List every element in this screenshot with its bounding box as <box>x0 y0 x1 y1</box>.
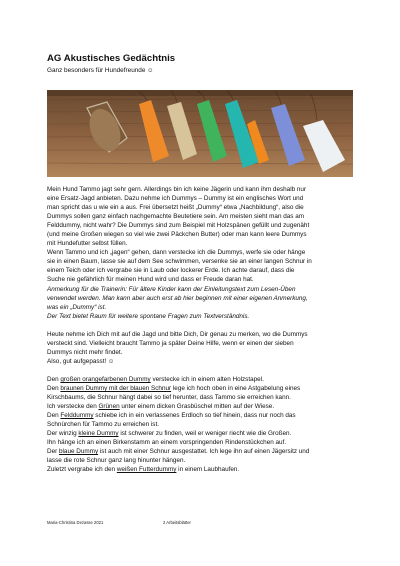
intro-line: man spricht das u wie ein a aus. Frei übersetzt heißt „Dummy“ etwa „Nachbildung“, also die <box>47 204 304 212</box>
dummies-photo <box>47 90 353 177</box>
hiding-line: Schnürchen für Tammo zu erreichen ist. <box>47 421 160 429</box>
document-title: AG Akustisches Gedächtnis <box>47 53 176 64</box>
intro-line: einem Teich oder ich vergrabe sie in Laub oder lockerer Erde. Ich achte darauf, dass die <box>47 267 295 275</box>
text-run: Der <box>47 448 59 456</box>
footer-author: Maria-Christina Dezasse 2021 <box>47 520 104 525</box>
trainer-note-line: Anmerkung für die Trainerin: Für ältere Kinder kann der Einleitungstext zum Lesen-Üben <box>47 285 296 293</box>
trainer-note-line: Der Text bietet Raum für weitere spontane Fragen zum Textverständnis. <box>47 312 250 320</box>
text-run: unter einem dicken Grasbüschel mitten auf der Wiese. <box>119 403 275 411</box>
intro-line: Wenn Tammo und ich „jagen“ gehen, dann verstecke ich die Dummys, werfe sie oder hänge <box>47 249 306 257</box>
paragraph-gap <box>47 321 357 330</box>
dummy-name-green: Grünen <box>98 403 120 411</box>
invitation-line: versteckt sind. Vielleicht braucht Tammo ja später Deine Hilfe, wenn er einen der sieben <box>47 339 294 347</box>
hiding-line <box>47 429 357 438</box>
text-run: Den <box>47 412 61 420</box>
text-run: Den <box>47 375 61 383</box>
document-subtitle: Ganz besonders für Hundefreunde ☺ <box>47 67 154 74</box>
document-body <box>47 185 357 474</box>
text-run: Zuletzt vergrabe ich den <box>47 466 117 474</box>
text-run: ist schwerer zu finden, weil er weniger riecht wie die Großen. <box>118 430 292 438</box>
intro-line: Felddummy, nicht wahr? Die Dummys sind zum Beispiel mit Holzspänen gefüllt und zugenäht <box>47 222 310 230</box>
text-run: schiebe ich in ein verlassenes Erdloch so tief hinein, dass nur noch das <box>93 412 296 420</box>
text-run: lege ich hoch oben in eine Astgabelung eines <box>171 384 301 392</box>
paragraph-gap <box>47 366 357 375</box>
dummy-name-orange: großen orangefarbenen Dummy <box>60 375 151 383</box>
intro-line: mit Hundefutter selbst füllen. <box>47 240 128 248</box>
hiding-line: lasse die rote Schnur ganz lang hinunter hängen. <box>47 457 186 465</box>
trainer-note-line: was ein „Dummy“ ist. <box>47 303 107 311</box>
dummy-name-feld: Felddummy <box>60 412 94 420</box>
intro-line: sie in einen Baum, lasse sie auf dem See schwimmen, versenke sie an einer langen Schnur in <box>47 258 312 266</box>
dummy-name-brown: braunen Dummy mit der blauen Schnur <box>60 384 172 392</box>
intro-line: Mein Hund Tammo jagt sehr gern. Allerdings bin ich keine Jägerin und kann ihm deshalb nur <box>47 186 307 193</box>
hiding-line <box>47 375 357 384</box>
intro-line: Dummys sollen ganz einfach nachgemachte Beutetiere sein. Am meisten sieht man das am <box>47 213 305 221</box>
text-run: in einem Laubhaufen. <box>176 466 240 474</box>
invitation-line: Dummys nicht mehr findet. <box>47 348 123 356</box>
intro-line: eine Ersatz-Jagd anbieten. Dazu nehme ich Dummys – Dummy ist ein englisches Wort und <box>47 195 304 203</box>
text-run: Der winzig <box>47 430 79 438</box>
invitation-line: Heute nehme ich Dich mit auf die Jagd und bitte Dich, Dir genau zu merken, wo die Dummys <box>47 330 308 338</box>
invitation-line: Also, gut aufgepasst! ☺ <box>47 357 115 365</box>
text-run: Ich verstecke den <box>47 403 99 411</box>
hiding-line: Ihn hänge ich an einen Birkenstamm an einem vorspringenden Rindenstückchen auf. <box>47 439 287 447</box>
dummy-name-blue: blaue Dummy <box>58 448 99 456</box>
hiding-line <box>47 447 357 456</box>
intro-line: (und meine Großen wiegen so viel wie zwei Päckchen Butter) oder man kann leere Dummys <box>47 231 307 239</box>
text-run: Den <box>47 384 61 392</box>
dummy-name-small: kleine Dummy <box>78 430 119 438</box>
hiding-line <box>47 384 357 393</box>
dummy-name-white: weißen Futterdummy <box>116 466 177 474</box>
hiding-line <box>47 402 357 411</box>
hiding-line <box>47 411 357 420</box>
intro-line: Suche nie gefährlich für meinen Hund wird und dass er Freude daran hat. <box>47 276 254 284</box>
text-run: verstecke ich in einem alten Holzstapel. <box>150 375 264 383</box>
text-run: ist auch mit einer Schnur ausgestattet. Ich lege ihn auf einen Jägersitz und <box>98 448 310 456</box>
footer-pages: 2 Arbeitsblätter <box>163 520 191 525</box>
hiding-line <box>47 465 357 474</box>
hiding-line: Kirschbaums, die Schnur hängt dabei so tief herunter, dass Tammo sie erreichen kann. <box>47 393 291 401</box>
trainer-note-line: verwendet werden. Man kann aber auch erst ab hier beginnen mit einer eigenen Anmerkung, <box>47 294 308 302</box>
